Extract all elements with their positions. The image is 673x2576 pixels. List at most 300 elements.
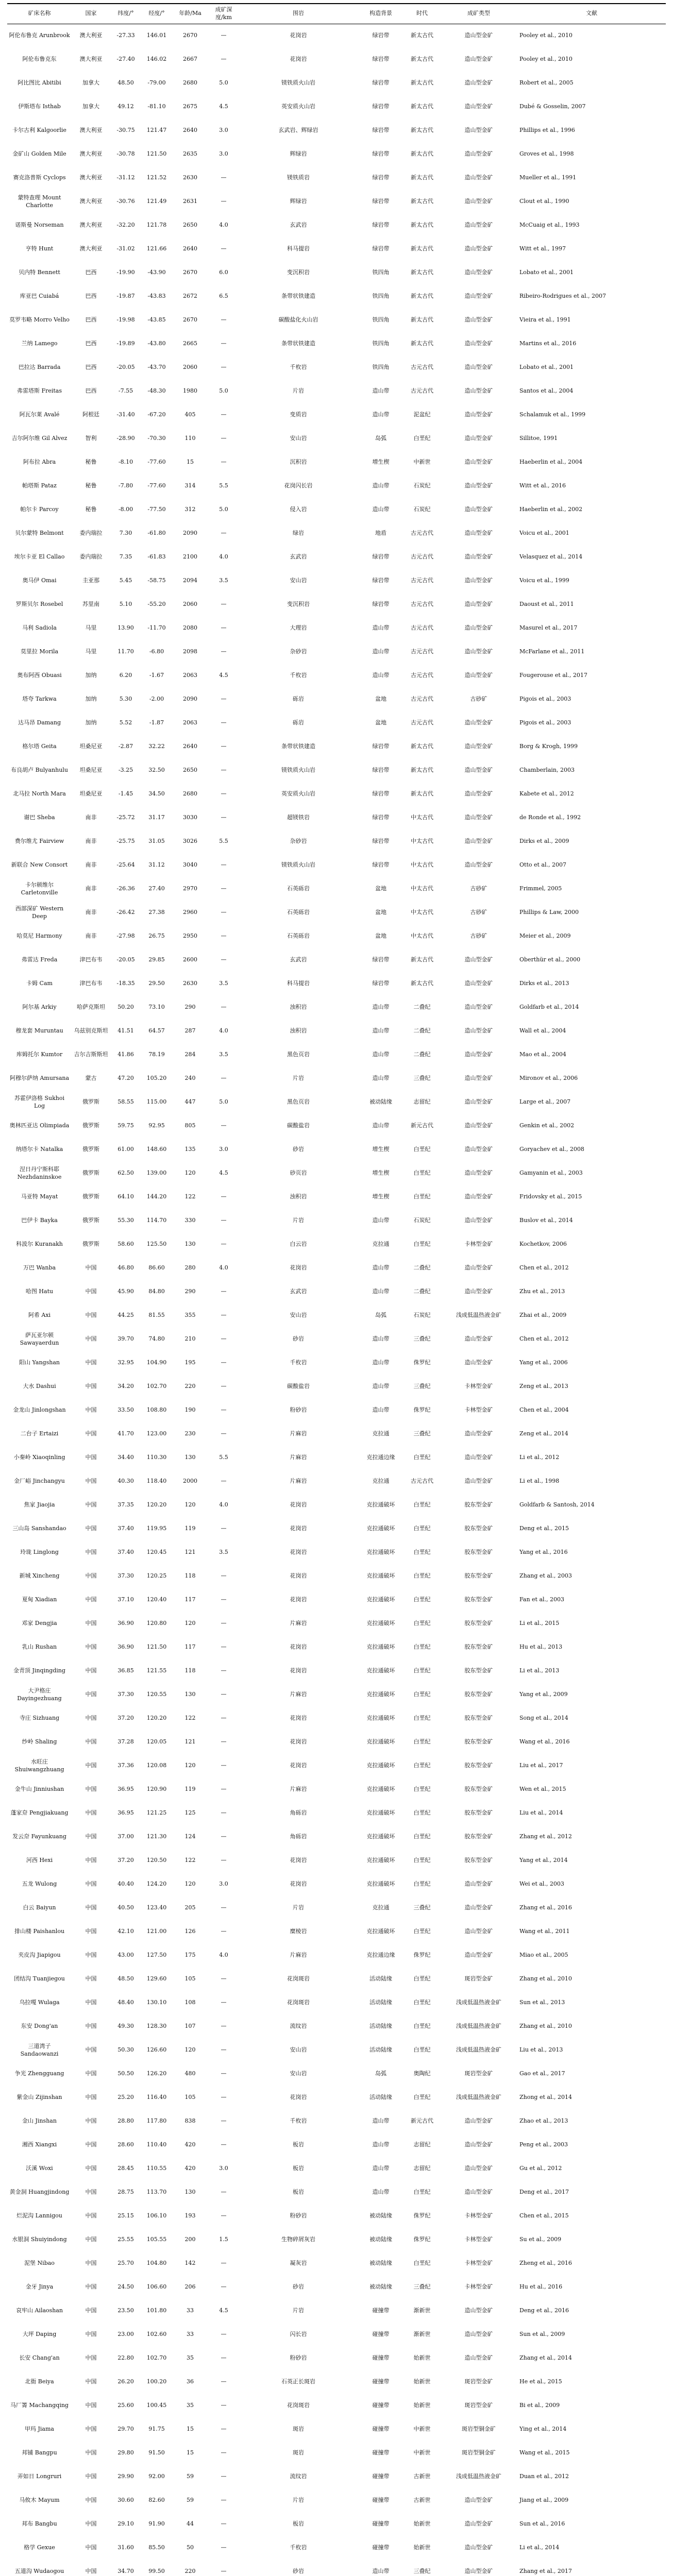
table-cell: 被动陆缘 bbox=[369, 1098, 392, 1106]
table-cell: 28.45 bbox=[117, 2165, 134, 2172]
table-cell: 镁铁质火山岩 bbox=[281, 861, 315, 869]
table-cell: 绿岩带 bbox=[372, 32, 390, 39]
table-cell: 阿穆尔萨纳 Amursana bbox=[9, 1075, 70, 1082]
table-cell: 102.60 bbox=[146, 2331, 167, 2338]
table-cell: Sun et al., 2009 bbox=[519, 2331, 565, 2338]
table-cell: Chen et al., 2015 bbox=[519, 2212, 569, 2219]
table-cell: 古元古代 bbox=[411, 577, 433, 584]
table-cell: 岛弧 bbox=[375, 435, 386, 442]
table-cell: 涅日丹宁斯科耶 Nezhdaninskoe bbox=[17, 1165, 62, 1180]
table-cell: 古砂矿 bbox=[470, 909, 487, 916]
table-cell: 克拉通破坏 bbox=[366, 1809, 395, 1817]
table-cell: 59 bbox=[187, 2473, 194, 2480]
table-cell: 片岩 bbox=[293, 2497, 304, 2504]
table-row bbox=[7, 1825, 666, 1849]
column-header: 成矿类型 bbox=[467, 10, 490, 17]
table-cell: Zhang et al., 2010 bbox=[519, 2023, 572, 2030]
table-cell: 辉绿岩 bbox=[290, 198, 307, 205]
table-cell: 造山型金矿 bbox=[464, 340, 493, 347]
table-cell: 砾岩 bbox=[293, 696, 304, 703]
table-cell: 石炭纪 bbox=[413, 506, 431, 513]
table-cell: 砂页岩 bbox=[290, 1170, 307, 1177]
table-cell: 中国 bbox=[85, 1501, 97, 1509]
table-cell: Liu et al., 2017 bbox=[519, 1762, 563, 1769]
table-cell: 石英砾岩 bbox=[287, 885, 310, 892]
table-cell: -31.12 bbox=[116, 174, 135, 181]
table-cell: 白垩纪 bbox=[413, 1193, 431, 1200]
table-cell: 447 bbox=[184, 1098, 196, 1106]
table-cell: 条带状铁建造 bbox=[281, 340, 315, 347]
table-cell: 白垩纪 bbox=[413, 2023, 431, 2030]
table-cell: 金厂峪 Jinchangyu bbox=[14, 1478, 65, 1485]
table-cell: 117 bbox=[184, 1596, 196, 1603]
table-cell: 澳大利亚 bbox=[79, 174, 103, 181]
table-cell: 铁四角 bbox=[372, 364, 390, 371]
table-cell: -25.75 bbox=[116, 838, 135, 845]
table-row bbox=[7, 617, 666, 640]
table-cell: 新太古代 bbox=[411, 245, 433, 252]
table-cell: 侏罗纪 bbox=[413, 1359, 431, 1366]
table-cell: 220 bbox=[184, 1383, 196, 1390]
table-cell: 42.10 bbox=[117, 1928, 134, 1935]
table-cell: 花岗斑岩 bbox=[287, 2402, 310, 2409]
table-cell: -19.90 bbox=[116, 269, 135, 276]
table-cell: 金山 Jinshan bbox=[22, 2117, 57, 2125]
table-row bbox=[7, 806, 666, 830]
table-cell: 中国 bbox=[85, 1667, 97, 1674]
table-cell: 俄罗斯 bbox=[82, 1098, 99, 1106]
table-row bbox=[7, 2560, 666, 2576]
table-cell: 120.08 bbox=[146, 1762, 167, 1769]
table-cell: Chamberlain, 2003 bbox=[519, 767, 575, 774]
table-cell: 中国 bbox=[85, 2046, 97, 2054]
table-cell: 白垩纪 bbox=[413, 1170, 431, 1177]
table-cell: 造山带 bbox=[372, 1335, 390, 1343]
table-cell: 片麻岩 bbox=[290, 1454, 307, 1461]
table-cell: 俄罗斯 bbox=[82, 1193, 99, 1200]
table-cell: 花岗岩 bbox=[290, 1762, 307, 1769]
table-cell: 苏里南 bbox=[82, 601, 99, 608]
table-cell: 石炭纪 bbox=[413, 1312, 431, 1319]
table-cell: Zhong et al., 2014 bbox=[519, 2094, 572, 2101]
table-cell: Hu et al., 2013 bbox=[519, 1643, 563, 1651]
table-cell: 克拉通破坏 bbox=[366, 1549, 395, 1556]
table-cell: -79.00 bbox=[147, 79, 166, 87]
table-row bbox=[7, 498, 666, 522]
table-cell: 格学 Gexue bbox=[24, 2544, 55, 2551]
table-cell: — bbox=[221, 1383, 227, 1390]
table-cell: 铁四角 bbox=[372, 269, 390, 276]
table-cell: -7.80 bbox=[118, 482, 133, 489]
table-cell: — bbox=[221, 2070, 227, 2077]
table-cell: Zeng et al., 2014 bbox=[519, 1430, 568, 1437]
table-cell: 盆地 bbox=[375, 933, 386, 940]
table-cell: 造山型金矿 bbox=[464, 79, 493, 87]
table-cell: 造山型金矿 bbox=[464, 956, 493, 963]
table-row bbox=[7, 2536, 666, 2560]
table-cell: 58.55 bbox=[117, 1098, 134, 1106]
table-cell: 科马提岩 bbox=[287, 245, 310, 252]
table-cell: 克拉通破坏 bbox=[366, 1786, 395, 1793]
table-cell: 小秦岭 Xiaoqinling bbox=[13, 1454, 65, 1461]
table-cell: 马厂箐 Machangqing bbox=[10, 2402, 69, 2409]
table-cell: 5.30 bbox=[119, 696, 132, 703]
column-header: 构造背景 bbox=[369, 10, 392, 17]
table-cell: 11.70 bbox=[117, 648, 134, 655]
table-cell: 2665 bbox=[183, 340, 197, 347]
table-cell: 镁铁质火山岩 bbox=[281, 767, 315, 774]
table-cell: 124 bbox=[184, 1833, 196, 1840]
table-cell: 石英砾岩 bbox=[287, 933, 310, 940]
table-cell: 造山带 bbox=[372, 1264, 390, 1272]
table-cell: 36 bbox=[187, 2378, 194, 2385]
table-cell: 29.10 bbox=[117, 2520, 134, 2528]
table-cell: 排山楼 Paishanlou bbox=[14, 1928, 65, 1935]
table-row bbox=[7, 356, 666, 380]
table-cell: 造山型金矿 bbox=[464, 1264, 493, 1272]
table-cell: 克拉通 bbox=[372, 1904, 390, 1911]
table-cell: — bbox=[221, 1857, 227, 1864]
table-cell: 29.90 bbox=[117, 2473, 134, 2480]
table-cell: 板岩 bbox=[293, 2520, 304, 2528]
table-cell: 阿布拉 Abra bbox=[23, 459, 56, 466]
table-cell: 克拉通破坏 bbox=[366, 1738, 395, 1745]
table-cell: 2098 bbox=[183, 648, 197, 655]
table-cell: 胶东型金矿 bbox=[464, 1643, 493, 1651]
table-cell: — bbox=[221, 1715, 227, 1722]
table-cell: 绿岩带 bbox=[372, 127, 390, 134]
table-cell: 古元古代 bbox=[411, 719, 433, 726]
table-cell: 121 bbox=[184, 1549, 196, 1556]
table-cell: -19.98 bbox=[116, 316, 135, 324]
table-cell: 克拉通破坏 bbox=[366, 1667, 395, 1674]
table-cell: 116.40 bbox=[146, 2094, 167, 2101]
table-cell: 地盾 bbox=[375, 530, 386, 537]
table-cell: — bbox=[221, 861, 227, 869]
table-cell: 白垩纪 bbox=[413, 1715, 431, 1722]
table-cell: 100.45 bbox=[146, 2402, 167, 2409]
table-cell: 造山型金矿 bbox=[464, 435, 493, 442]
table-cell: 新元古代 bbox=[411, 2117, 433, 2125]
table-cell: Voicu et al., 1999 bbox=[519, 577, 569, 584]
table-cell: 40.40 bbox=[117, 1880, 134, 1888]
table-cell: 造山型金矿 bbox=[464, 1478, 493, 1485]
table-cell: -43.83 bbox=[147, 293, 166, 300]
table-cell: 新太古代 bbox=[411, 174, 433, 181]
table-row bbox=[7, 2015, 666, 2039]
table-cell: 34.20 bbox=[117, 1383, 134, 1390]
table-cell: 斑岩型铜金矿 bbox=[462, 2426, 496, 2433]
table-cell: 二台子 Ertaizi bbox=[20, 1430, 59, 1437]
table-cell: 坦桑尼亚 bbox=[79, 743, 103, 750]
table-cell: 花岗岩 bbox=[290, 1857, 307, 1864]
table-row bbox=[7, 2513, 666, 2536]
table-cell: -6.80 bbox=[149, 648, 164, 655]
table-cell: — bbox=[221, 1478, 227, 1485]
table-cell: 121.25 bbox=[146, 1809, 167, 1817]
table-row bbox=[7, 1920, 666, 1944]
table-cell: 120 bbox=[184, 1170, 196, 1177]
table-cell: 中国 bbox=[85, 2378, 97, 2385]
table-cell: 片岩 bbox=[293, 1904, 304, 1911]
table-cell: 诺斯曼 Norseman bbox=[15, 222, 64, 229]
table-cell: — bbox=[221, 1904, 227, 1911]
table-header bbox=[7, 4, 666, 24]
table-cell: 流纹岩 bbox=[290, 2473, 307, 2480]
table-cell: 2060 bbox=[183, 601, 197, 608]
table-cell: 6.5 bbox=[219, 293, 228, 300]
table-cell: Sun et al., 2013 bbox=[519, 1999, 565, 2006]
table-row bbox=[7, 2347, 666, 2370]
table-cell: 100.20 bbox=[146, 2378, 167, 2385]
table-cell: -30.78 bbox=[116, 150, 135, 158]
table-cell: — bbox=[221, 2094, 227, 2101]
table-cell: 阿伦布鲁克 Arunbrook bbox=[9, 32, 70, 39]
table-cell: 变沉积岩 bbox=[287, 601, 310, 608]
table-cell: 121.50 bbox=[146, 1643, 167, 1651]
table-cell: 花岗岩 bbox=[290, 2094, 307, 2101]
table-cell: 193 bbox=[184, 2212, 196, 2219]
table-cell: 斑岩 bbox=[293, 2426, 304, 2433]
table-cell: 寺庄 Sizhuang bbox=[19, 1715, 60, 1722]
table-cell: 新太古代 bbox=[411, 56, 433, 63]
table-cell: 白垩纪 bbox=[413, 1975, 431, 1982]
table-cell: 2680 bbox=[183, 790, 197, 798]
table-cell: 新太古代 bbox=[411, 150, 433, 158]
table-cell: 91.75 bbox=[148, 2426, 165, 2433]
table-cell: 50 bbox=[187, 2544, 194, 2551]
table-cell: McFarlane et al., 2011 bbox=[519, 648, 585, 655]
table-cell: 220 bbox=[184, 2568, 196, 2575]
table-cell: 格尔塔 Geita bbox=[22, 743, 57, 750]
table-cell: 4.5 bbox=[219, 103, 228, 110]
table-cell: Zhai et al., 2009 bbox=[519, 1312, 567, 1319]
table-cell: 浅成低温热液金矿 bbox=[456, 2473, 501, 2480]
table-row bbox=[7, 309, 666, 332]
table-cell: 造山型金矿 bbox=[464, 1146, 493, 1153]
table-cell: 马攸木 Mayum bbox=[19, 2497, 60, 2504]
table-cell: 造山型金矿 bbox=[464, 1335, 493, 1343]
table-cell: — bbox=[221, 1833, 227, 1840]
table-cell: 俄罗斯 bbox=[82, 1170, 99, 1177]
table-cell: 河西 Hexi bbox=[26, 1857, 53, 1864]
column-header: 文献 bbox=[586, 10, 597, 17]
table-row bbox=[7, 2181, 666, 2205]
table-cell: 卡林型金矿 bbox=[464, 1406, 493, 1414]
table-cell: 中国 bbox=[85, 1596, 97, 1603]
table-cell: — bbox=[221, 2046, 227, 2054]
table-cell: 岛弧 bbox=[375, 2070, 386, 2077]
table-cell: 始新世 bbox=[413, 2354, 431, 2362]
table-cell: 镁铁质火山岩 bbox=[281, 79, 315, 87]
table-cell: 造山带 bbox=[372, 2189, 390, 2196]
table-cell: 104.90 bbox=[146, 1359, 167, 1366]
table-cell: -2.00 bbox=[149, 696, 164, 703]
table-cell: 108.80 bbox=[146, 1406, 167, 1414]
table-cell: 蒙古 bbox=[85, 1075, 97, 1082]
table-cell: 121.78 bbox=[146, 222, 167, 229]
table-cell: Goryachev et al., 2008 bbox=[519, 1146, 584, 1153]
table-cell: 造山型金矿 bbox=[464, 1454, 493, 1461]
table-cell: 24.50 bbox=[117, 2283, 134, 2291]
table-cell: 41.51 bbox=[117, 1027, 134, 1035]
table-cell: 斑岩型金矿 bbox=[464, 2402, 493, 2409]
table-cell: Gao et al., 2017 bbox=[519, 2070, 565, 2077]
table-cell: 澳大利亚 bbox=[79, 222, 103, 229]
table-cell: 纱岭 Shaling bbox=[22, 1738, 57, 1745]
table-cell: 造山型金矿 bbox=[464, 1288, 493, 1295]
table-cell: 白垩纪 bbox=[413, 2189, 431, 2196]
table-cell: 195 bbox=[184, 1359, 196, 1366]
table-cell: 被动陆缘 bbox=[369, 2236, 392, 2243]
table-cell: Dirks et al., 2009 bbox=[519, 838, 569, 845]
table-body bbox=[7, 24, 666, 2576]
table-cell: 造山型金矿 bbox=[464, 2544, 493, 2551]
table-cell: 104.80 bbox=[146, 2260, 167, 2267]
table-cell: 兰纳 Lamego bbox=[21, 340, 58, 347]
table-cell: 107 bbox=[184, 2023, 196, 2030]
table-cell: 五龙 Wulong bbox=[22, 1880, 57, 1888]
table-cell: 克拉通破坏 bbox=[366, 1620, 395, 1627]
table-cell: 乌拉嘎 Wulaga bbox=[19, 1999, 60, 2006]
table-cell: 中国 bbox=[85, 1454, 97, 1461]
table-cell: 白垩纪 bbox=[413, 1501, 431, 1509]
table-cell: 碰撞带 bbox=[372, 2544, 390, 2551]
table-row bbox=[7, 948, 666, 972]
table-cell: 片麻岩 bbox=[290, 1786, 307, 1793]
table-cell: 绿岩带 bbox=[372, 980, 390, 987]
table-cell: 造山型金矿 bbox=[464, 2331, 493, 2338]
table-cell: 千枚岩 bbox=[290, 364, 307, 371]
table-cell: 花岗岩 bbox=[290, 1549, 307, 1556]
table-cell: 2063 bbox=[183, 672, 197, 679]
table-cell: 2680 bbox=[183, 79, 197, 87]
table-cell: 29.70 bbox=[117, 2426, 134, 2433]
table-cell: 白垩纪 bbox=[413, 1691, 431, 1698]
table-row bbox=[7, 2252, 666, 2276]
table-cell: 中国 bbox=[85, 1430, 97, 1437]
table-cell: 胶东型金矿 bbox=[464, 1738, 493, 1745]
table-cell: Fan et al., 2003 bbox=[519, 1596, 565, 1603]
table-cell: 片岩 bbox=[293, 2307, 304, 2314]
table-cell: 巴西 bbox=[85, 340, 97, 347]
table-cell: — bbox=[221, 340, 227, 347]
table-cell: -8.00 bbox=[118, 506, 133, 513]
table-cell: Fougerouse et al., 2017 bbox=[519, 672, 587, 679]
table-cell: 中国 bbox=[85, 1359, 97, 1366]
table-cell: 津巴布韦 bbox=[79, 980, 103, 987]
table-row bbox=[7, 1944, 666, 1968]
table-cell: 增生楔 bbox=[372, 1193, 390, 1200]
table-cell: 13.90 bbox=[117, 624, 134, 632]
table-row bbox=[7, 1375, 666, 1399]
table-cell: 盆地 bbox=[375, 719, 386, 726]
table-cell: 津巴布韦 bbox=[79, 956, 103, 963]
table-cell: 117.80 bbox=[146, 2117, 167, 2125]
table-cell: 3.5 bbox=[219, 1549, 228, 1556]
table-cell: 库亚巴 Cuiabá bbox=[20, 293, 59, 300]
table-cell: 330 bbox=[184, 1217, 196, 1224]
table-cell: 101.80 bbox=[146, 2307, 167, 2314]
table-cell: 南非 bbox=[85, 909, 97, 916]
table-row bbox=[7, 546, 666, 569]
table-cell: -77.60 bbox=[147, 482, 166, 489]
table-cell: 29.50 bbox=[148, 980, 165, 987]
table-cell: -26.42 bbox=[116, 909, 135, 916]
table-cell: 始新世 bbox=[413, 2544, 431, 2551]
table-row bbox=[7, 1351, 666, 1375]
table-cell: 92.95 bbox=[148, 1122, 165, 1129]
table-cell: 哀牢山 Ailaoshan bbox=[15, 2307, 63, 2314]
table-cell: 玄武岩 bbox=[290, 956, 307, 963]
table-cell: 27.40 bbox=[148, 885, 165, 892]
table-cell: 巴拉达 Barrada bbox=[18, 364, 61, 371]
table-cell: 烂泥沟 Lannigou bbox=[16, 2212, 62, 2219]
table-cell: -43.80 bbox=[147, 340, 166, 347]
table-cell: 15 bbox=[187, 2449, 194, 2456]
table-cell: 奥林匹亚达 Olimpiada bbox=[9, 1122, 70, 1129]
table-cell: -27.98 bbox=[116, 933, 135, 940]
table-cell: 沃溪 Woxi bbox=[26, 2165, 53, 2172]
table-cell: 420 bbox=[184, 2165, 196, 2172]
table-cell: 绿岩带 bbox=[372, 150, 390, 158]
table-cell: — bbox=[221, 1762, 227, 1769]
table-cell: 110 bbox=[184, 435, 196, 442]
table-cell: Borg & Krogh, 1999 bbox=[519, 743, 578, 750]
table-cell: 花岗岩 bbox=[290, 1596, 307, 1603]
table-cell: 加拿大 bbox=[82, 103, 99, 110]
table-cell: Zhang et al., 2017 bbox=[519, 2568, 572, 2575]
table-row bbox=[7, 1565, 666, 1588]
table-cell: 105 bbox=[184, 1975, 196, 1982]
table-row bbox=[7, 1517, 666, 1541]
table-cell: 白垩纪 bbox=[413, 435, 431, 442]
table-cell: 绿岩带 bbox=[372, 767, 390, 774]
table-cell: 造山带 bbox=[372, 482, 390, 489]
table-cell: 121.00 bbox=[146, 1928, 167, 1935]
table-cell: Meier et al., 2009 bbox=[519, 933, 571, 940]
table-cell: 中国 bbox=[85, 2544, 97, 2551]
table-cell: 4.0 bbox=[219, 1501, 228, 1509]
table-cell: 片岩 bbox=[293, 387, 304, 395]
table-row bbox=[7, 2489, 666, 2513]
table-cell: 314 bbox=[184, 482, 196, 489]
table-cell: — bbox=[221, 2189, 227, 2196]
table-row bbox=[7, 1185, 666, 1209]
table-row bbox=[7, 2276, 666, 2299]
table-cell: — bbox=[221, 601, 227, 608]
table-cell: 129.60 bbox=[146, 1975, 167, 1982]
column-header: 国家 bbox=[85, 10, 97, 17]
table-cell: -55.20 bbox=[147, 601, 166, 608]
gold-deposit-table bbox=[7, 3, 666, 2576]
table-cell: 2090 bbox=[183, 696, 197, 703]
table-row bbox=[7, 2133, 666, 2157]
table-cell: 古元古代 bbox=[411, 553, 433, 561]
table-cell: 造山型金矿 bbox=[464, 245, 493, 252]
table-cell: 胶东型金矿 bbox=[464, 1762, 493, 1769]
table-cell: Wei et al., 2003 bbox=[519, 1880, 564, 1888]
table-cell: 新太古代 bbox=[411, 32, 433, 39]
table-cell: 25.15 bbox=[117, 2212, 134, 2219]
table-cell: -28.90 bbox=[116, 435, 135, 442]
table-cell: 水旺庄 Shuiwangzhuang bbox=[14, 1758, 64, 1773]
table-row bbox=[7, 830, 666, 854]
table-cell: 秘鲁 bbox=[85, 506, 97, 513]
table-row bbox=[7, 901, 666, 925]
table-cell: McCuaig et al., 1993 bbox=[519, 222, 580, 229]
table-cell: 造山带 bbox=[372, 2165, 390, 2172]
